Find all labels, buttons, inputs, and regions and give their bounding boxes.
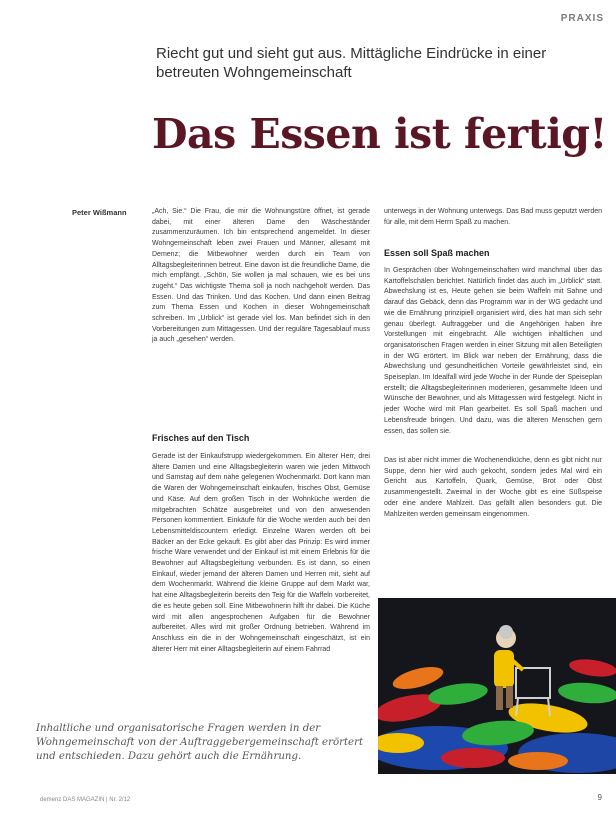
body-paragraph: Das ist aber nicht immer die Wochenendküche, denn es gibt nicht nur Suppe, denn hier wird auch gekocht, sondern jedes Mal wird ein Gericht aus Kartoffeln, Quark, Gemüse, Brot oder Obst zusammengestellt. Zweimal in der Woche gibt es eine Süßspeise oder eine andere Mahlzeit. Das gefällt allen besonders gut. Die Mahlzeiten werden gemeinsam eingenommen.: [384, 457, 602, 518]
body-column-2c: [384, 456, 602, 520]
article-subtitle: Riecht gut und sieht gut aus. Mittägliche Eindrücke in einer betreuten Wohngemeinschaft: [156, 45, 547, 81]
article-photo: [378, 598, 616, 774]
body-paragraph: In Gesprächen über Wohngemeinschaften wird manchmal über das Kartoffelschälen berichtet. Natürlich findet das auch im „Urblick“ statt. Abwechslung ist es, Heute gehen sie beim Waffeln mit Sahne und darauf das Gebäck, denn das Programm war in der WG gedacht und wie die Ernährung prinzipiell organisiert wird, dies hat man sich sehr genau überlegt. Auftraggeber und die Angehörigen haben ihre Vorstellungen mit eingebracht. Alle wichtigen inhaltlichen und organisatorischen Fragen werden in einer Sitzung mit allen Beteiligten in der WG erörtert. Im Blick war neben der Ernährung, dass die Abwechslung und gesundheitlichen Vorteile gewährleistet sind, ein Speiseplan. Im Idealfall wird jede Woche in der Runde der Speiseplan erstellt; die Alltagsbegleiterinnen moderieren, gesammelte Ideen und Wünsche der Bewohner, und als Mittagessen wird festgelegt. Nicht in jeder Woche wird mit Plan gearbeitet. Es soll Spaß machen und Lebensfreude bringen. Und dazu, was die älteren Menschen gern essen, das sollen sie.: [384, 267, 602, 435]
subheading-frisches: Frisches auf den Tisch: [152, 433, 250, 443]
section-label: PRAXIS: [560, 13, 604, 24]
article-headline: Das Essen ist fertig!: [152, 110, 607, 158]
pull-quote: Inhaltliche und organisatorische Fragen werden in der Wohngemeinschaft von der Auftraggebergemeinschaft erörtert und entschieden. Dazu gehört auch die Ernährung.: [36, 723, 364, 762]
footer-publication: demenz DAS MAGAZIN | Nr. 2/12: [40, 797, 131, 803]
page-number: 9: [597, 793, 602, 802]
body-column-2b: [384, 266, 602, 437]
author-name: Peter Wißmann: [72, 208, 127, 217]
body-paragraph: Gerade ist der Einkaufstrupp wiedergekommen. Ein älterer Herr, drei ältere Damen und eine Alltagsbegleiterin waren wie jeden Mittwoch und Samstag auf dem nahe gelegenen Wochenmarkt. Dort kann man die Waren der Wohngemeinschaft einkaufen, frisches Obst, Gemüse und Käse. Auf dem großen Tisch in der Wohnküche werden die mitgebrachten Schätze ausgebreitet und von den anwesenden Personen kommentiert. Einkäufe für die Woche werden auch bei den Lebensmitteldiscountern erledigt. Einzelne Waren werden oft bei Bäcker an der Ecke gekauft. Es gibt aber das Prinzip: Es wird immer frische Ware verwendet und der Einkauf ist mit einem Erlebnis für die Bewohner auf Alltagsbegleitung verbunden. Es ist dann, so einen Einkauf, wieder jemand der älteren Damen und Herren mit, sieht auf dem Wochenmarkt. Während die kleine Gruppe auf dem Markt war, hat eine Alltagsbegleiterin bereits den Teig für die Waffeln vorbereitet, die es heute geben soll. Eine Mitbewohnerin hilft ihr dabei. Die Küche wird mit allen angesprochenen Aufgaben für die Bewohner aufbereitet. Alles wird mit großer Ordnung betrieben. Während im Anschluss ein die in der Wohngemeinschaft eingeschätzt, ist ein älterer Herr mit einer Alltagsbegleiterin auf einem Fahrrad: [152, 453, 370, 653]
body-column-2a: [384, 207, 602, 228]
subheading-spass: Essen soll Spaß machen: [384, 248, 490, 258]
body-paragraph: „Ach, Sie.“ Die Frau, die mir die Wohnungstüre öffnet, ist gerade dabei, mit einer älteren Dame den Wäscheständer zusammenzuräumen. Ich bin entsprechend angemeldet. In dieser Wohngemeinschaft leben zwei Frauen und Männer, allesamt mit Demenz; die Mitbewohner werden durch ein Team von Alltagsbegleiterinnen betreut. Eine davon ist die freundliche Dame, die mich empfängt. „Schön, Sie wollen ja mal schauen, wie es bei uns zugeht.“ Das wichtigste Thema soll ja noch nachgeholt werden. Das Essen. Und das Trinken. Und das Kochen. Und dann einen Beitrag zum Thema Essen und Kochen in dieser Wohngemeinschaft schreiben. Im „Urblick“ ist gerade viel los. Man befindet sich in den Vorbereitungen zum Mittagessen. Und der reguläre Tagesablauf muss ja auch „gesehen“ werden.: [152, 208, 370, 344]
photo-toy-figure-on-spoons: [378, 598, 616, 774]
body-paragraph: unterwegs in der Wohnung unterwegs. Das Bad muss geputzt werden für alle, mit dem Herrn Spaß zu machen.: [384, 208, 602, 226]
body-column-1: [152, 207, 370, 346]
body-column-1b: [152, 452, 370, 655]
